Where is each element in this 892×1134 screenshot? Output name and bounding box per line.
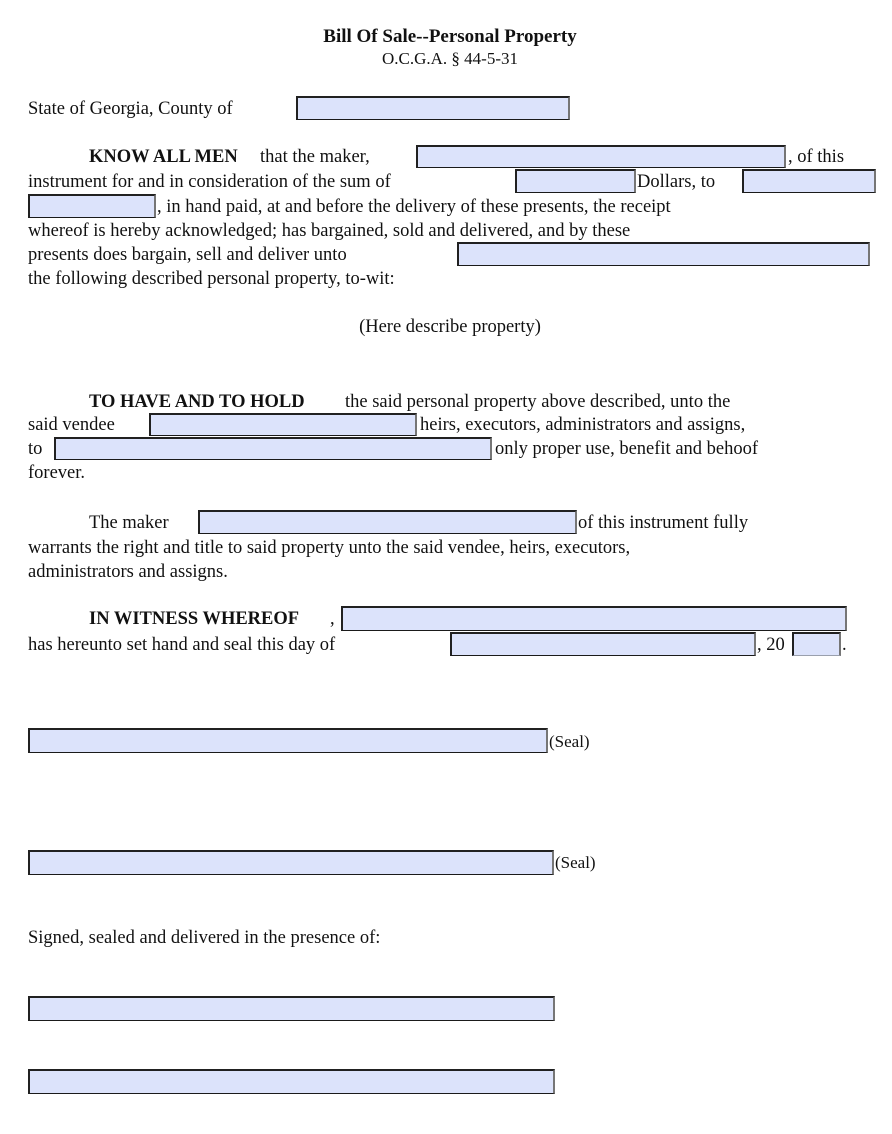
maker-warrants-field[interactable] [198,510,577,534]
p4-text-twenty: , 20 [757,635,785,655]
know-all-men-heading: KNOW ALL MEN [89,147,238,167]
p3-text-of-instrument: of this instrument fully [578,513,749,533]
payee-field-1[interactable] [742,169,876,193]
document-title: Bill Of Sale--Personal Property [323,26,577,47]
p2-text-heirs: heirs, executors, administrators and assigns, [420,415,746,435]
p1-text-dollars-to: Dollars, to [637,172,716,192]
p4-text-comma: , [330,609,335,629]
year-field[interactable] [792,632,841,656]
sum-amount-field[interactable] [515,169,636,193]
p3-text-the-maker: The maker [89,513,169,533]
p1-text-instrument: instrument for and in consideration of the sum of [28,172,391,192]
p4-text-period: . [842,635,847,655]
seal-label-2: (Seal) [555,853,596,872]
day-of-field[interactable] [450,632,756,656]
to-have-and-to-hold-heading: TO HAVE AND TO HOLD [89,392,305,412]
p1-text-in-hand: , in hand paid, at and before the delivery of these presents, the receipt [157,197,671,217]
p2-text-to: to [28,439,43,459]
signature-field-1[interactable] [28,728,548,753]
statute-citation: O.C.G.A. § 44-5-31 [382,49,518,68]
p1-text-presents: presents does bargain, sell and deliver unto [28,245,347,265]
county-field[interactable] [296,96,570,120]
describe-property-label: (Here describe property) [359,317,541,337]
witness-field-2[interactable] [28,1069,555,1094]
witness-whereof-field[interactable] [341,606,847,631]
p2-text-proper-use: only proper use, benefit and behoof [495,439,759,459]
p3-text-warrants: warrants the right and title to said property unto the said vendee, heirs, executors, [28,538,631,558]
p1-text-following: the following described personal property, to-wit: [28,269,395,289]
to-name-field[interactable] [54,437,492,460]
p2-text-said-vendee: said vendee [28,415,115,435]
in-witness-whereof-heading: IN WITNESS WHEREOF [89,609,300,629]
payee-field-2[interactable] [28,194,156,218]
p1-text-whereof: whereof is hereby acknowledged; has bargained, sold and delivered, and by these [28,221,631,241]
witness-field-1[interactable] [28,996,555,1021]
p2-text-said-personal: the said personal property above described, unto the [345,392,731,412]
witness-presence-text: Signed, sealed and delivered in the presence of: [28,928,381,948]
p1-text-of-this: , of this [788,147,845,167]
deliver-unto-field[interactable] [457,242,870,266]
p2-text-forever: forever. [28,463,86,483]
state-county-label: State of Georgia, County of [28,99,233,119]
maker-name-field[interactable] [416,145,786,168]
seal-label-1: (Seal) [549,732,590,751]
p4-text-hereunto: has hereunto set hand and seal this day of [28,635,336,655]
p3-text-administrators: administrators and assigns. [28,562,228,582]
p1-text-maker: that the maker, [260,147,370,167]
signature-field-2[interactable] [28,850,554,875]
vendee-name-field[interactable] [149,413,417,436]
